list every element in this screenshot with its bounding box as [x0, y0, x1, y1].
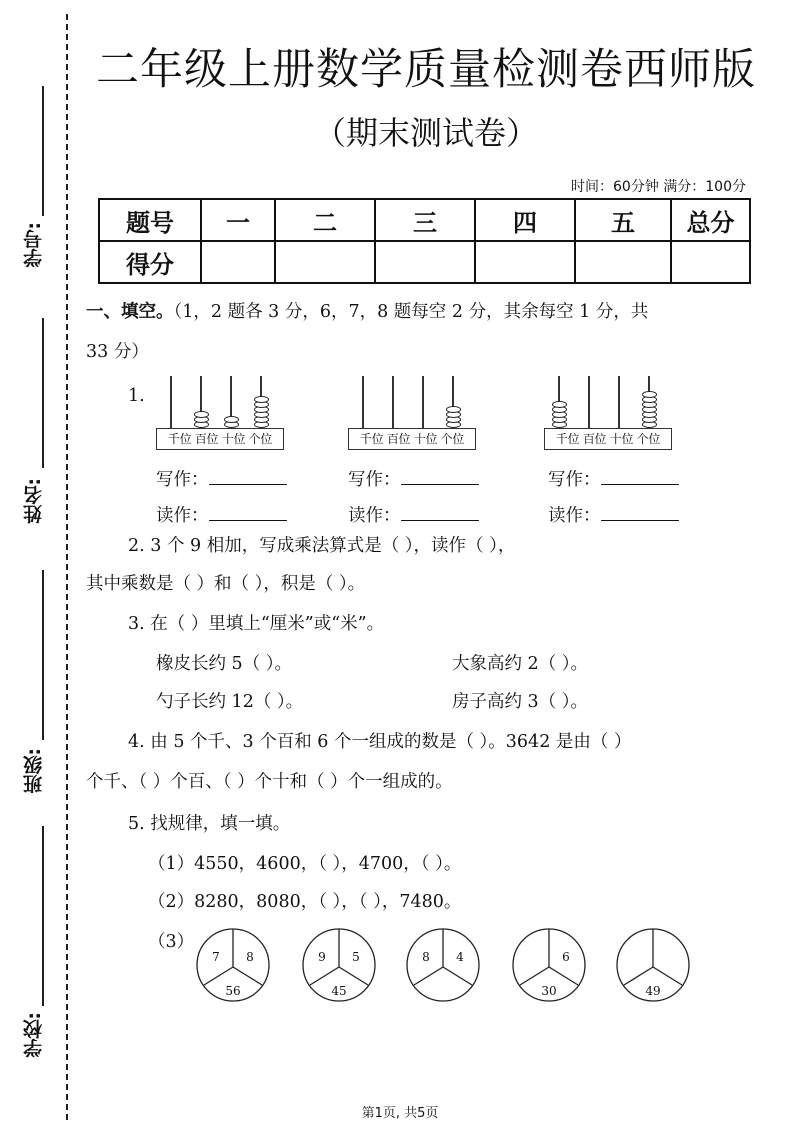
abacus-bead [194, 411, 209, 418]
score-cell-5: 五 [575, 199, 671, 241]
score-cell-4: 四 [475, 199, 575, 241]
circle-number-tr: 4 [456, 950, 464, 964]
abacus-1-read: 读作： [156, 504, 287, 526]
q3-line1: 3. 在（ ）里填上“厘米”或“米”。 [128, 614, 385, 634]
abacus-bead [446, 406, 461, 413]
abacus-3 [544, 382, 674, 450]
abacus-3-read-blank[interactable] [601, 504, 679, 521]
number-circle [196, 928, 270, 1002]
abacus-3-read: 读作： [548, 504, 679, 526]
score-row-label: 得分 [99, 241, 201, 283]
student-no-label: 学号: [23, 222, 45, 268]
score-cell-1: 一 [201, 199, 275, 241]
q5-part3-label: （3） [148, 932, 195, 952]
abacus-3-caption: 千位 百位 十位 个位 [544, 428, 672, 450]
q5-part2: （2）8280，8080，（ ），（ ），7480。 [148, 892, 462, 912]
class-label: 班级: [23, 748, 45, 794]
q4-line2: 个千、（ ）个百、（ ）个十和（ ）个一组成的。 [86, 772, 453, 792]
school-label: 学校: [23, 1012, 45, 1058]
q3-b: 大象高约 2（ ）。 [452, 654, 589, 674]
abacus-1-write-blank[interactable] [209, 468, 287, 485]
number-circle [406, 928, 480, 1002]
circle-number-tl: 9 [318, 950, 326, 964]
page-footer: 第1页, 共5页 [361, 1106, 439, 1121]
score-input-3[interactable] [375, 241, 475, 283]
score-input-5[interactable] [575, 241, 671, 283]
score-cell-2: 二 [275, 199, 375, 241]
q5-line1: 5. 找规律，填一填。 [128, 814, 291, 834]
q5-part1: （1）4550，4600，（ ），4700，（ ）。 [148, 854, 462, 874]
name-label: 姓名: [23, 478, 45, 524]
score-table [98, 198, 751, 284]
abacus-2-read: 读作： [348, 504, 479, 526]
binding-dashed-line [66, 14, 68, 1120]
abacus-3-write-blank[interactable] [601, 468, 679, 485]
circle-number-b: 45 [331, 984, 347, 998]
q3-a: 橡皮长约 5（ ）。 [156, 654, 293, 674]
circle-number-tr: 6 [562, 950, 570, 964]
circle-number-tl: 7 [212, 950, 220, 964]
score-table-score-row [99, 241, 750, 283]
abacus-bead [552, 401, 567, 408]
score-cell-label: 题号 [99, 199, 201, 241]
abacus-2-write: 写作： [348, 468, 479, 490]
abacus-2-write-blank[interactable] [401, 468, 479, 485]
number-circle [616, 928, 690, 1002]
abacus-rod [170, 376, 172, 428]
section1-instruction: （1，2 题各 3 分，6，7，8 题每空 2 分，其余每空 1 分，共 [173, 302, 649, 322]
q3-d: 房子高约 3（ ）。 [452, 692, 589, 712]
number-circle [302, 928, 376, 1002]
abacus-3-write: 写作： [548, 468, 679, 490]
abacus-rod [618, 376, 620, 428]
circle-number-tr: 8 [246, 950, 254, 964]
abacus-bead [224, 416, 239, 423]
circle-number-tl: 8 [422, 950, 430, 964]
abacus-rod [422, 376, 424, 428]
abacus-rod [392, 376, 394, 428]
q2-line2: 其中乘数是（ ）和（ ），积是（ ）。 [86, 574, 366, 594]
student-no-line [42, 86, 44, 216]
score-input-total[interactable] [671, 241, 750, 283]
abacus-2 [348, 382, 478, 450]
q1-number: 1. [128, 386, 145, 406]
name-line [42, 318, 44, 468]
section1-instruction-cont: 33 分） [86, 342, 149, 362]
q2-line1: 2. 3 个 9 相加，写成乘法算式是（ ），读作（ ）， [128, 536, 516, 556]
time-info: 时间：60分钟 满分：100分 [571, 179, 746, 195]
circle-number-b: 49 [645, 984, 661, 998]
q3-c: 勺子长约 12（ ）。 [156, 692, 304, 712]
score-table-header-row [99, 199, 750, 241]
abacus-1-write: 写作： [156, 468, 287, 490]
abacus-1 [156, 382, 286, 450]
q4-line1: 4. 由 5 个千、3 个百和 6 个一组成的数是（ ）。3642 是由（ ） [128, 732, 632, 752]
section1-heading: 一、填空。 [86, 302, 174, 322]
class-line [42, 570, 44, 740]
abacus-1-caption: 千位 百位 十位 个位 [156, 428, 284, 450]
abacus-1-read-blank[interactable] [209, 504, 287, 521]
abacus-bead [642, 391, 657, 398]
score-input-2[interactable] [275, 241, 375, 283]
number-circle [512, 928, 586, 1002]
abacus-rod [362, 376, 364, 428]
abacus-bead [254, 396, 269, 403]
score-input-4[interactable] [475, 241, 575, 283]
abacus-2-caption: 千位 百位 十位 个位 [348, 428, 476, 450]
score-cell-3: 三 [375, 199, 475, 241]
circle-number-b: 30 [541, 984, 557, 998]
abacus-2-read-blank[interactable] [401, 504, 479, 521]
circle-number-b: 56 [225, 984, 241, 998]
page-title: 二年级上册数学质量检测卷西师版 [96, 45, 756, 95]
section1-line1 [86, 304, 648, 322]
score-input-1[interactable] [201, 241, 275, 283]
school-line [42, 826, 44, 1006]
abacus-rod [588, 376, 590, 428]
page-subtitle: （期末测试卷） [313, 114, 538, 152]
circle-number-tr: 5 [352, 950, 360, 964]
score-cell-total: 总分 [671, 199, 750, 241]
